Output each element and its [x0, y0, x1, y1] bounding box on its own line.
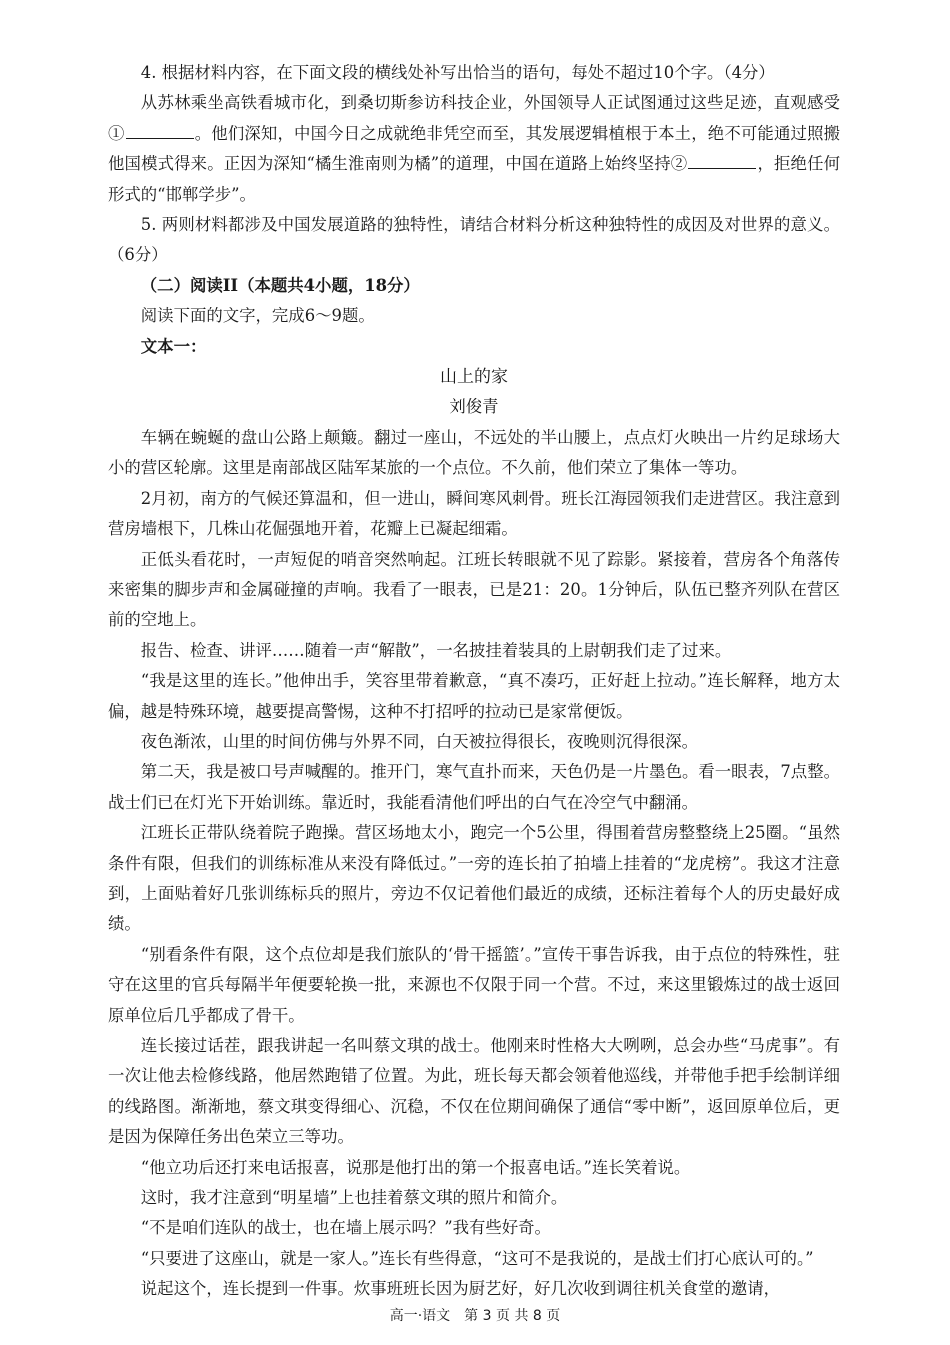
question-4-passage-part-2: 。他们深知，中国今日之成就绝非凭空而至，其发展逻辑植根于本土，绝不可能通过照搬他国模式得来。正因为深知“橘生淮南则为橘”的道理，中国在道路上始终坚持②	[108, 123, 841, 174]
article-paragraph: 连长接过话茬，跟我讲起一名叫蔡文琪的战士。他刚来时性格大大咧咧，总会办些“马虎事”。有一次让他去检修线路，他居然跑错了位置。为此，班长每天都会领着他巡线，并带他手把手绘制详细的线路图。渐渐地，蔡文琪变得细心、沉稳，不仅在位期间确保了通信“零中断”，返回原单位后，更是因为保障任务出色荣立三等功。	[108, 1036, 840, 1147]
text-label: 文本一：	[140, 336, 207, 356]
section-instruction: 阅读下面的文字，完成6～9题。	[140, 306, 375, 326]
question-4-passage-part-3: ，拒绝任何形式的“邯郸学步”。	[108, 154, 840, 204]
article-paragraph: 2月初，南方的气候还算温和，但一进山，瞬间寒风刺骨。班长江海园领我们走进营区。我注意到营房墙根下，几株山花倔强地开着，花瓣上已凝起细霜。	[108, 488, 840, 539]
article-paragraph: 车辆在蜿蜒的盘山公路上颠簸。翻过一座山，不远处的半山腰上，点点灯火映出一片约足球场大小的营区轮廓。这里是南部战区陆军某旅的一个点位。不久前，他们荣立了集体一等功。	[108, 427, 840, 478]
answer-blank-2	[688, 152, 756, 169]
article-paragraph: 第二天，我是被口号声喊醒的。推开门，寒气直扑而来，天色仍是一片墨色。看一眼表，7点整。战士们已在灯光下开始训练。靠近时，我能看清他们呼出的白气在冷空气中翻涌。	[108, 762, 840, 812]
question-4-passage	[108, 88, 840, 210]
article-author: 刘俊青	[449, 397, 499, 417]
article-paragraph: 正低头看花时，一声短促的哨音突然响起。江班长转眼就不见了踪影。紧接着，营房各个角落传来密集的脚步声和金属碰撞的声响。我看了一眼表，已是21：20。1分钟后，队伍已整齐列队在营区前的空地上。	[108, 549, 840, 630]
article-paragraph: “我是这里的连长。”他伸出手，笑容里带着歉意，“真不凑巧，正好赶上拉动。”连长解释，地方太偏，越是特殊环境，越要提高警惕，这种不打招呼的拉动已是家常便饭。	[108, 671, 840, 721]
question-4-stem: 4. 根据材料内容，在下面文段的横线处补写出恰当的语句，每处不超过10个字。（4分）	[140, 63, 775, 82]
question-5-stem: 5. 两则材料都涉及中国发展道路的独特性，请结合材料分析这种独特性的成因及对世界的意义。（6分）	[108, 215, 840, 265]
article-paragraph: “不是咱们连队的战士，也在墙上展示吗？”我有些好奇。	[140, 1218, 551, 1238]
article-paragraph: 报告、检查、讲评……随着一声“解散”，一名披挂着装具的上尉朝我们走了过来。	[140, 640, 732, 660]
section-heading: （二）阅读II（本题共4小题，18分）	[140, 275, 420, 295]
answer-blank-1	[126, 122, 194, 139]
page-footer: 高一·语文 第 3 页 共 8 页	[389, 1308, 561, 1324]
article-paragraph: 说起这个，连长提到一件事。炊事班班长因为厨艺好，好几次收到调往机关食堂的邀请，	[140, 1279, 781, 1299]
question-4-passage-part-1: 从苏林乘坐高铁看城市化，到桑切斯参访科技企业，外国领导人正试图通过这些足迹，直观感受①	[108, 93, 840, 143]
article-title: 山上的家	[440, 367, 508, 388]
article-paragraph: “别看条件有限，这个点位却是我们旅队的‘骨干摇篮’。”宣传干事告诉我，由于点位的特殊性，驻守在这里的官兵每隔半年便要轮换一批，来源也不仅限于同一个营。不过，来这里锻炼过的战士返回原单位后几乎都成了骨干。	[108, 944, 840, 1025]
article-paragraph: “只要进了这座山，就是一家人。”连长有些得意，“这可不是我说的，是战士们打心底认可的。”	[140, 1248, 814, 1268]
article-paragraph: “他立功后还打来电话报喜，说那是他打出的第一个报喜电话。”连长笑着说。	[140, 1157, 691, 1177]
article-paragraph: 江班长正带队绕着院子跑操。营区场地太小，跑完一个5公里，得围着营房整整绕上25圈。“虽然条件有限，但我们的训练标准从来没有降低过。”一旁的连长拍了拍墙上挂着的“龙虎榜”。我这才注意到，上面贴着好几张训练标兵的照片，旁边不仅记着他们最近的成绩，还标注着每个人的历史最好成绩。	[108, 823, 840, 934]
exam-page	[108, 58, 840, 1305]
article-paragraph: 夜色渐浓，山里的时间仿佛与外界不同，白天被拉得很长，夜晚则沉得很深。	[140, 731, 699, 751]
article-paragraph: 这时，我才注意到“明星墙”上也挂着蔡文琪的照片和简介。	[140, 1188, 568, 1208]
